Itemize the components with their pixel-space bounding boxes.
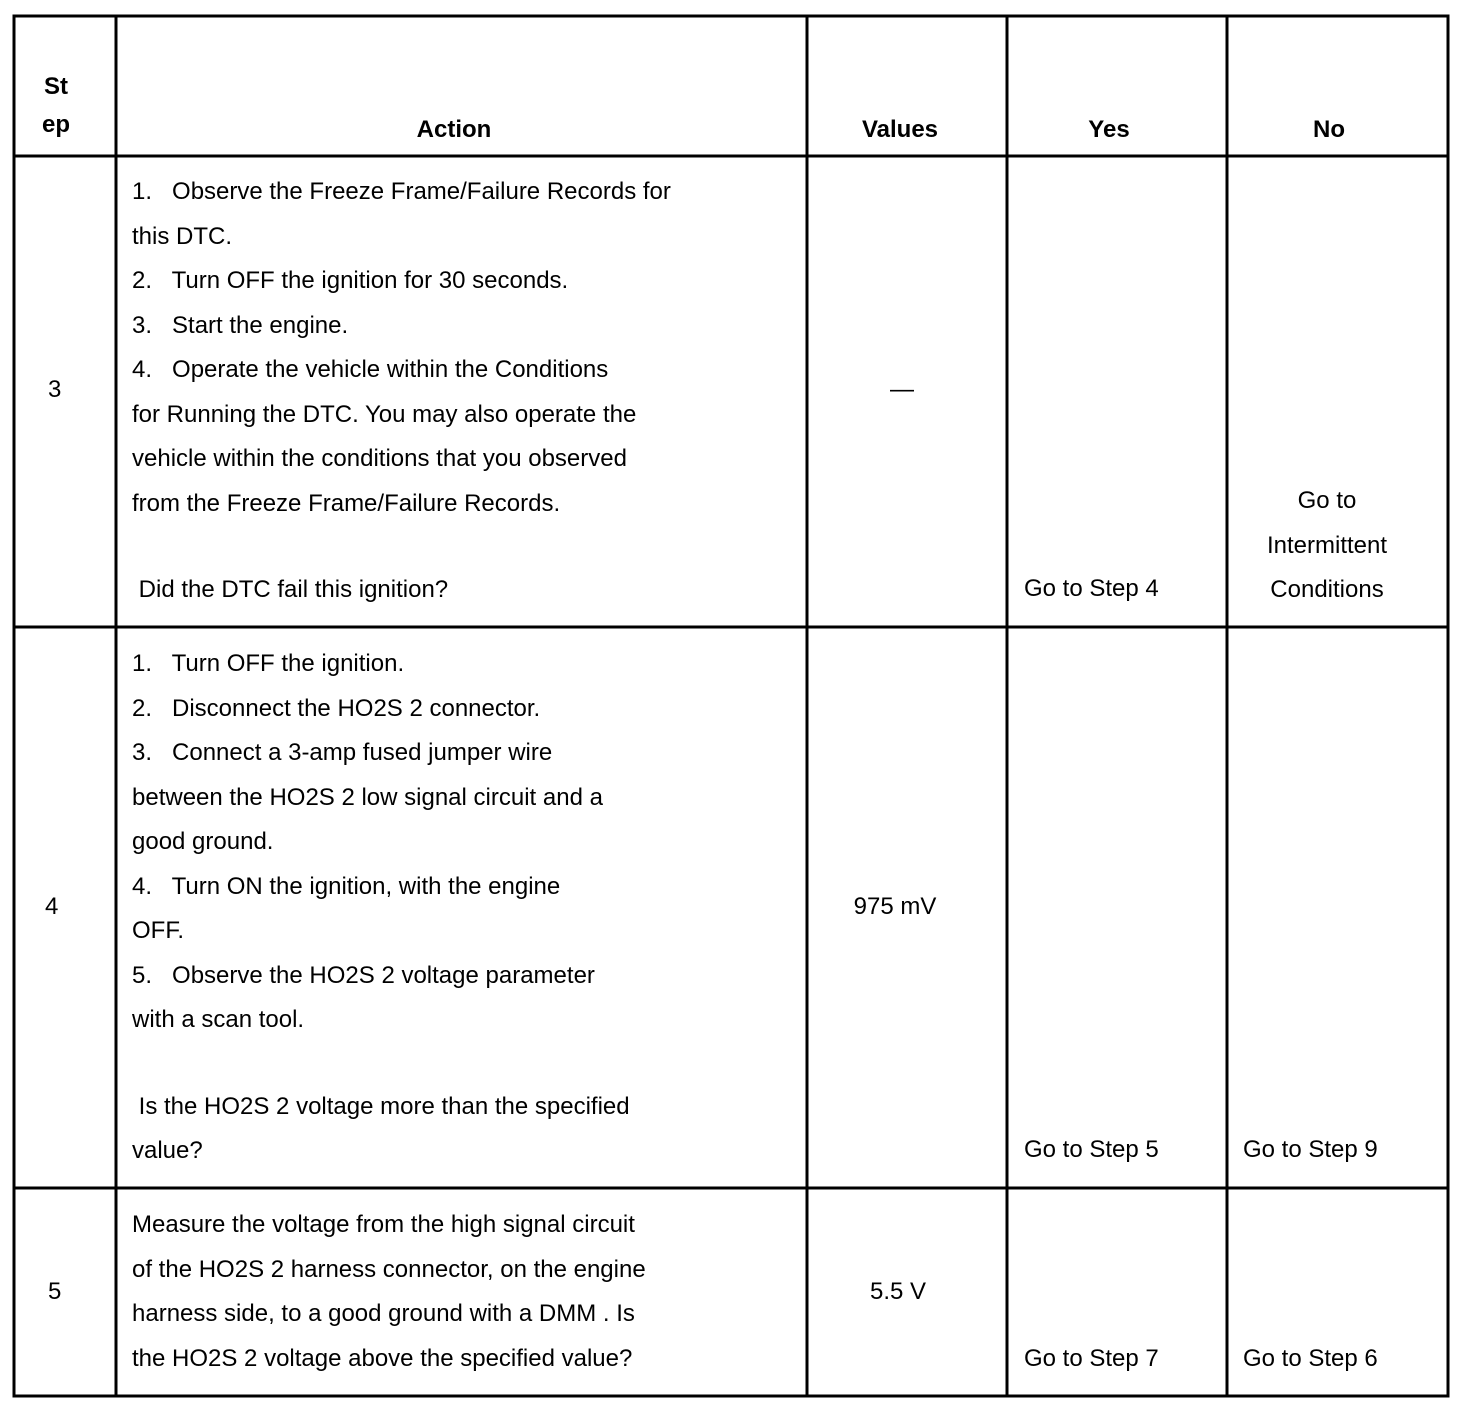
row-4-yes: Go to Step 5 bbox=[1024, 1136, 1159, 1163]
action-line: from the Freeze Frame/Failure Records. bbox=[132, 489, 561, 517]
row-3-action bbox=[132, 170, 802, 613]
action-line: 3. Start the engine. bbox=[132, 311, 349, 339]
row-5-yes: Go to Step 7 bbox=[1024, 1345, 1159, 1372]
header-step: St ep bbox=[41, 73, 70, 138]
header-action: Action bbox=[416, 116, 492, 143]
row-5-value: 5.5 V bbox=[869, 1278, 927, 1305]
action-line: 3. Connect a 3-amp fused jumper wire bbox=[132, 739, 553, 766]
action-question: Did the DTC fail this ignition? bbox=[132, 576, 449, 603]
header-no: No bbox=[1313, 116, 1345, 143]
action-line: Measure the voltage from the high signal circuit bbox=[132, 1211, 635, 1238]
action-line: the HO2S 2 voltage above the specified value? bbox=[132, 1344, 633, 1372]
action-line: good ground. bbox=[132, 828, 274, 855]
row-4-value: 975 mV bbox=[853, 893, 937, 920]
action-line: 2. Turn OFF the ignition for 30 seconds. bbox=[132, 267, 569, 294]
row-4-action bbox=[132, 642, 802, 1174]
row-3-no: Go to Intermittent Conditions bbox=[1266, 487, 1388, 603]
row-3-step: 3 bbox=[48, 376, 62, 403]
header-values: Values bbox=[861, 116, 939, 143]
action-line: this DTC. bbox=[132, 222, 233, 250]
action-question: value? bbox=[132, 1137, 203, 1164]
action-line: 4. Operate the vehicle within the Conditions bbox=[132, 356, 609, 383]
row-4-step: 4 bbox=[45, 893, 59, 920]
action-line: vehicle within the conditions that you observed bbox=[132, 445, 627, 472]
row-3-value: — bbox=[890, 376, 914, 403]
action-line: for Running the DTC. You may also operate the bbox=[132, 400, 637, 428]
action-question: Is the HO2S 2 voltage more than the specified bbox=[132, 1092, 630, 1120]
row-5-action bbox=[132, 1203, 802, 1381]
action-line: with a scan tool. bbox=[132, 1006, 305, 1033]
action-line: 2. Disconnect the HO2S 2 connector. bbox=[132, 694, 541, 722]
action-line: harness side, to a good ground with a DMM . Is bbox=[132, 1300, 635, 1327]
action-line: OFF. bbox=[132, 917, 184, 944]
action-line: between the HO2S 2 low signal circuit and a bbox=[132, 783, 603, 811]
action-line: 5. Observe the HO2S 2 voltage parameter bbox=[132, 961, 595, 989]
header-yes: Yes bbox=[1088, 116, 1130, 143]
row-3-yes: Go to Step 4 bbox=[1024, 575, 1159, 602]
row-5-no: Go to Step 6 bbox=[1243, 1345, 1378, 1372]
row-5-step: 5 bbox=[48, 1278, 62, 1305]
action-line: of the HO2S 2 harness connector, on the engine bbox=[132, 1255, 646, 1283]
row-4-no: Go to Step 9 bbox=[1243, 1136, 1378, 1163]
action-line: 1. Observe the Freeze Frame/Failure Records for bbox=[132, 178, 671, 205]
action-line: 1. Turn OFF the ignition. bbox=[132, 650, 405, 677]
action-line: 4. Turn ON the ignition, with the engine bbox=[132, 872, 561, 900]
